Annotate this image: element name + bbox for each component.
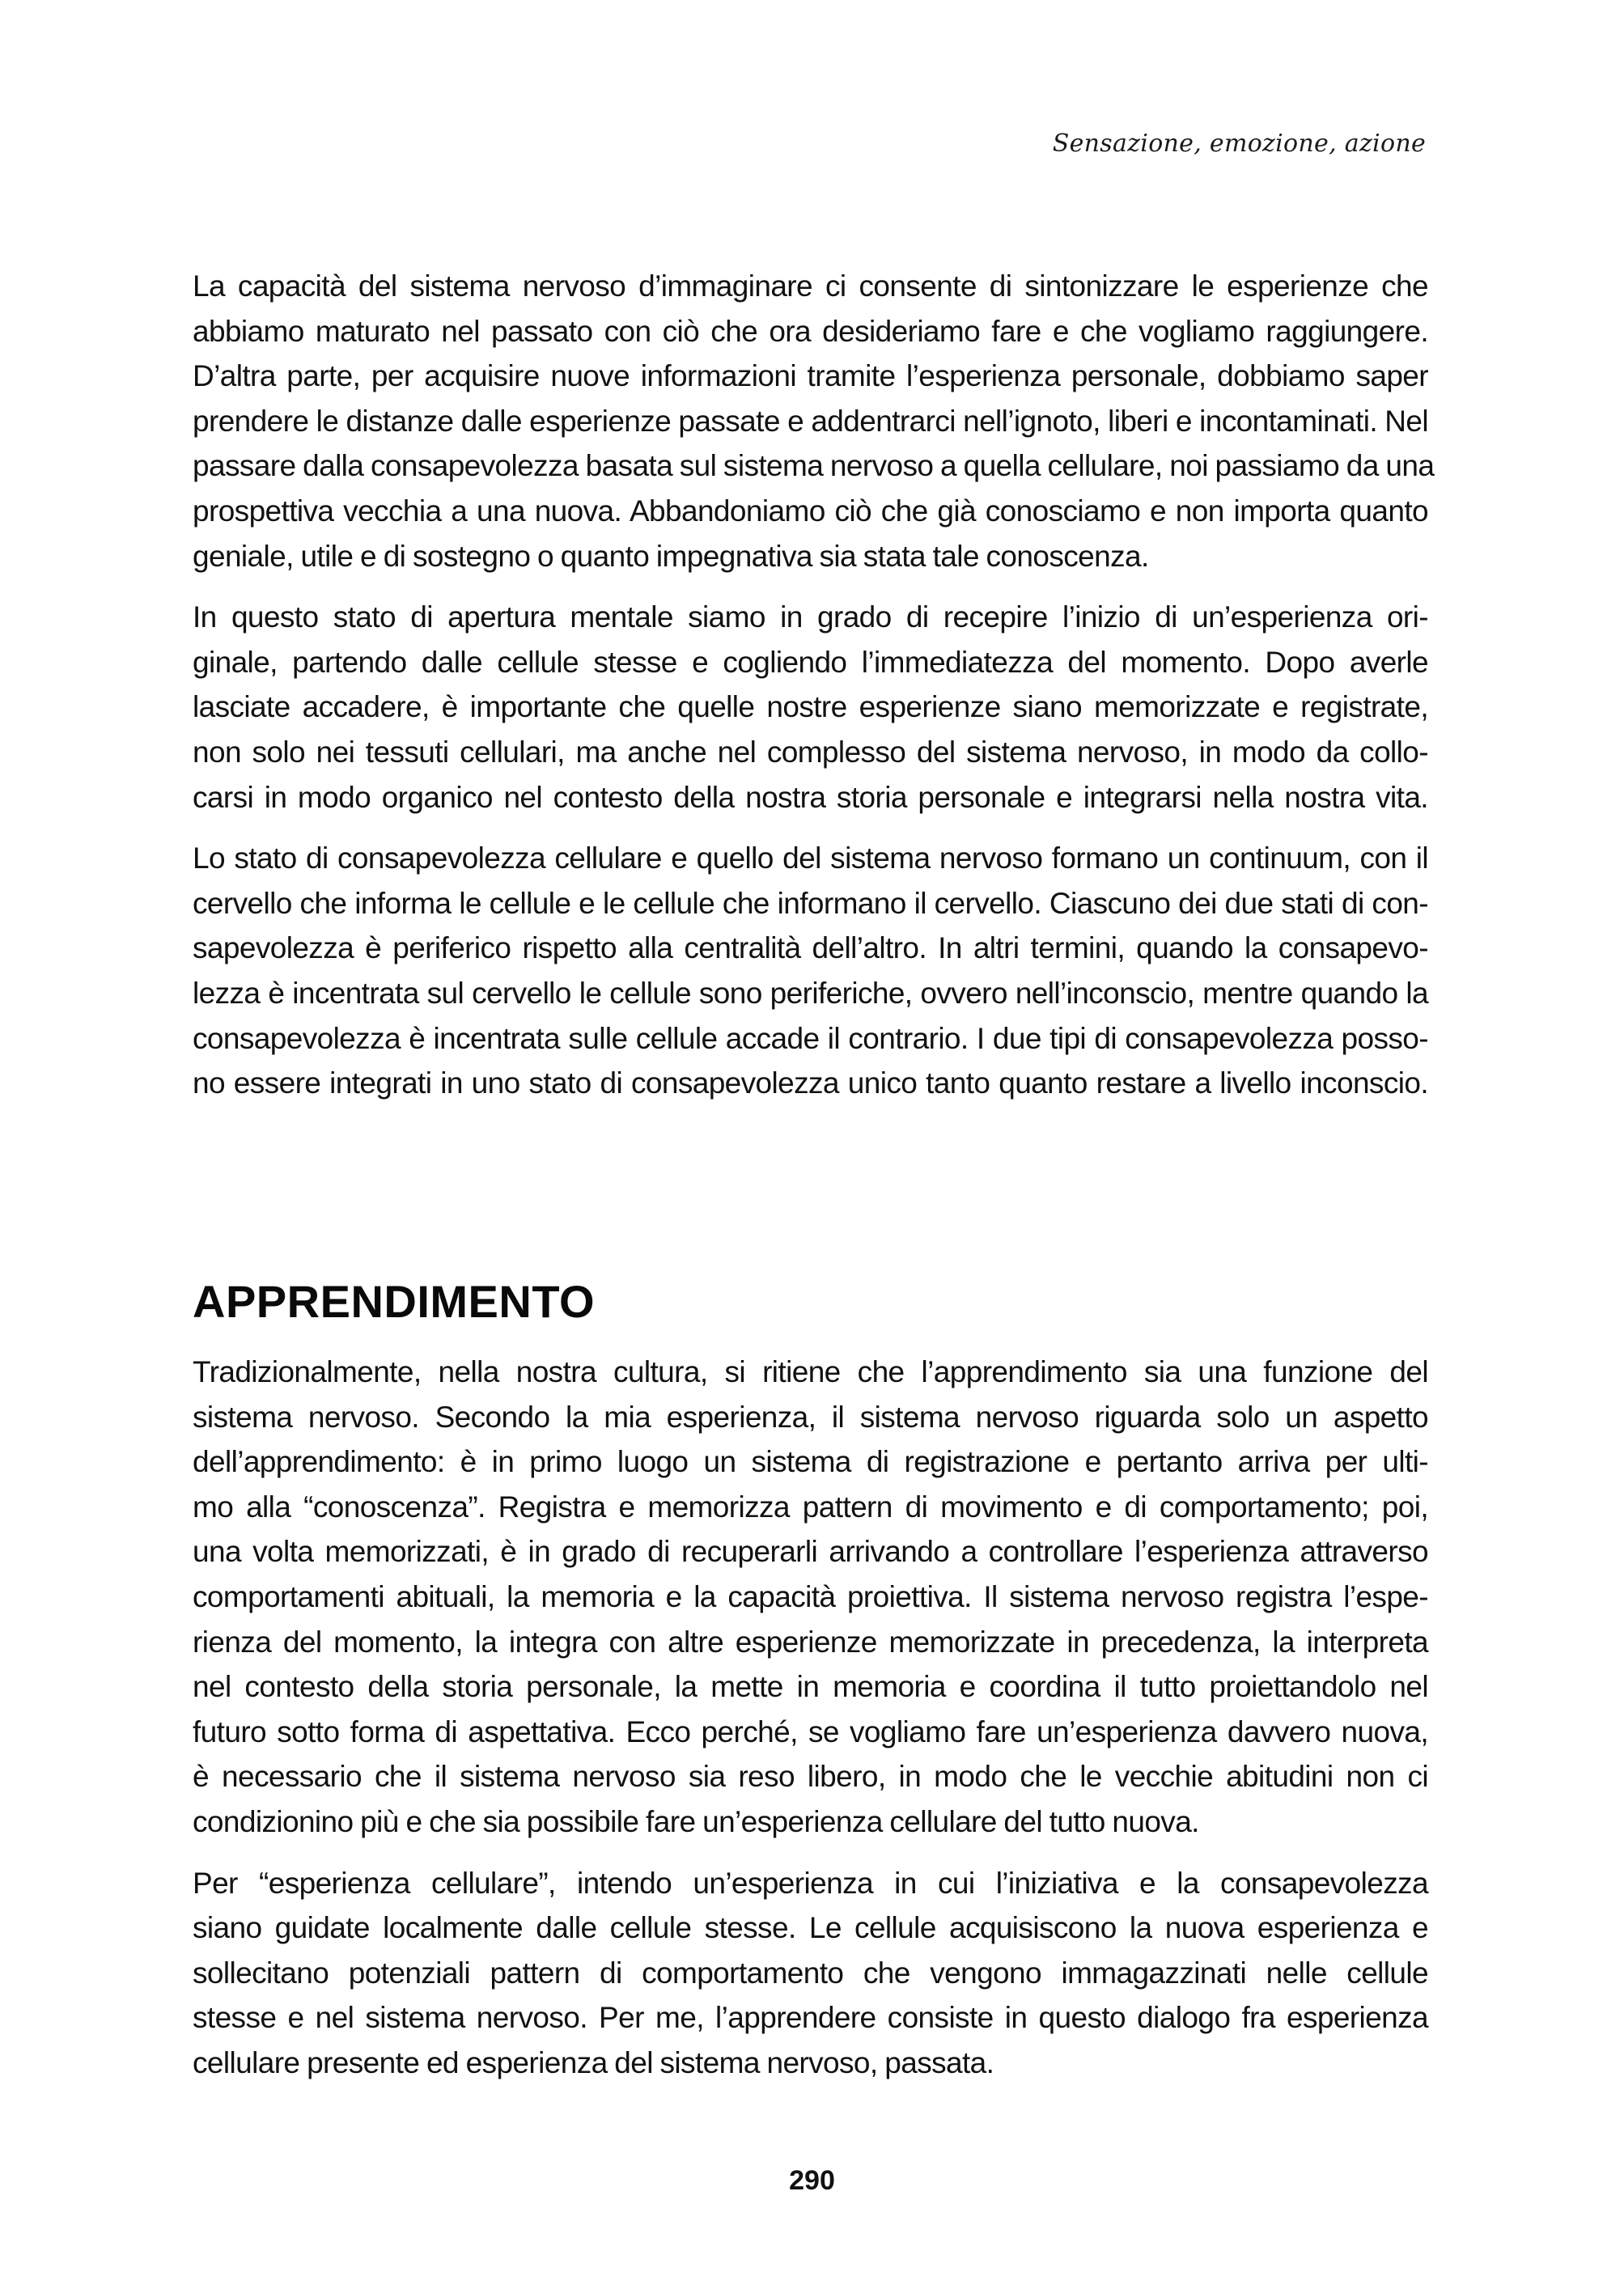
text-line: consapevolezza è incentrata sulle cellule accade il contrario. I due tipi di consapevolezza posso- <box>193 1021 1428 1055</box>
text-line: La capacità del sistema nervoso d’immaginare ci consente di sintonizzare le esperienze che <box>193 269 1428 303</box>
text-line: lasciate accadere, è importante che quelle nostre esperienze siano memorizzate e registrate, <box>193 690 1428 724</box>
paragraph <box>193 264 1435 579</box>
intro-text <box>193 264 1435 1122</box>
text-line: mo alla “conoscenza”. Registra e memorizza pattern di movimento e di comportamento; poi, <box>193 1490 1428 1524</box>
text-line: carsi in modo organico nel contesto della nostra storia personale e integrarsi nella nostra vita. <box>193 780 1428 814</box>
text-line: ginale, partendo dalle cellule stesse e cogliendo l’immediatezza del momento. Dopo averle <box>193 645 1428 679</box>
text-line: rienza del momento, la integra con altre esperienze memorizzate in precedenza, la interpreta <box>193 1625 1428 1659</box>
text-line: In questo stato di apertura mentale siamo in grado di recepire l’inizio di un’esperienza ori- <box>193 600 1428 634</box>
text-line: lezza è incentrata sul cervello le cellule sono periferiche, ovvero nell’inconscio, mentre quando la <box>193 976 1428 1010</box>
text-line: non solo nei tessuti cellulari, ma anche nel complesso del sistema nervoso, in modo da collo- <box>193 735 1428 769</box>
text-line: prendere le distanze dalle esperienze passate e addentrarci nell’ignoto, liberi e incontaminati. Nel <box>193 404 1428 438</box>
text-line: cellulare presente ed esperienza del sistema nervoso, passata. <box>193 2045 994 2079</box>
text-line: siano guidate localmente dalle cellule stesse. Le cellule acquisiscono la nuova esperienza e <box>193 1911 1428 1945</box>
text-line: sollecitano potenziali pattern di comportamento che vengono immagazzinati nelle cellule <box>193 1956 1428 1990</box>
text-line: cervello che informa le cellule e le cellule che informano il cervello. Ciascuno dei due stati di con- <box>193 886 1428 920</box>
text-line: stesse e nel sistema nervoso. Per me, l’apprendere consiste in questo dialogo fra esperienza <box>193 2001 1428 2035</box>
text-line: è necessario che il sistema nervoso sia reso libero, in modo che le vecchie abitudini non ci <box>193 1760 1428 1794</box>
text-line: geniale, utile e di sostegno o quanto impegnativa sia stata tale conoscenza. <box>193 539 1149 573</box>
text-line: Per “esperienza cellulare”, intendo un’esperienza in cui l’iniziativa e la consapevolezza <box>193 1866 1428 1900</box>
page-number: 290 <box>789 2165 835 2196</box>
paragraph <box>193 1861 1428 2086</box>
text-line: una volta memorizzati, è in grado di recuperarli arrivando a controllare l’esperienza attraverso <box>193 1535 1428 1569</box>
text-line: no essere integrati in uno stato di consapevolezza unico tanto quanto restare a livello inconscio. <box>193 1066 1428 1100</box>
text-line: condizionino più e che sia possibile fare un’esperienza cellulare del tutto nuova. <box>193 1804 1199 1838</box>
running-header: Sensazione, emozione, azione <box>1052 129 1426 158</box>
text-line: sistema nervoso. Secondo la mia esperienza, il sistema nervoso riguarda solo un aspetto <box>193 1400 1428 1434</box>
text-line: abbiamo maturato nel passato con ciò che ora desideriamo fare e che vogliamo raggiungere. <box>193 314 1428 348</box>
section-text <box>193 1350 1428 2102</box>
text-line: nel contesto della storia personale, la mette in memoria e coordina il tutto proiettandolo nel <box>193 1670 1428 1704</box>
text-line: dell’apprendimento: è in primo luogo un sistema di registrazione e pertanto arriva per ulti- <box>193 1445 1428 1479</box>
text-line: prospettiva vecchia a una nuova. Abbandoniamo ciò che già conosciamo e non importa quanto <box>193 494 1428 528</box>
paragraph <box>193 1350 1428 1845</box>
text-line: Lo stato di consapevolezza cellulare e quello del sistema nervoso formano un continuum, con il <box>193 841 1428 875</box>
text-line: sapevolezza è periferico rispetto alla centralità dell’altro. In altri termini, quando la consapevo- <box>193 931 1428 965</box>
text-line: comportamenti abituali, la memoria e la capacità proiettiva. Il sistema nervoso registra l’espe- <box>193 1579 1428 1613</box>
paragraph <box>193 836 1428 1106</box>
text-line: D’altra parte, per acquisire nuove informazioni tramite l’esperienza personale, dobbiamo saper <box>193 359 1428 393</box>
text-line: futuro sotto forma di aspettativa. Ecco perché, se vogliamo fare un’esperienza davvero nuova, <box>193 1714 1428 1748</box>
section-heading: APPRENDIMENTO <box>193 1276 596 1328</box>
text-line: Tradizionalmente, nella nostra cultura, si ritiene che l’apprendimento sia una funzione del <box>193 1355 1428 1388</box>
text-line: passare dalla consapevolezza basata sul sistema nervoso a quella cellulare, noi passiamo da una <box>193 449 1435 483</box>
paragraph <box>193 595 1428 820</box>
